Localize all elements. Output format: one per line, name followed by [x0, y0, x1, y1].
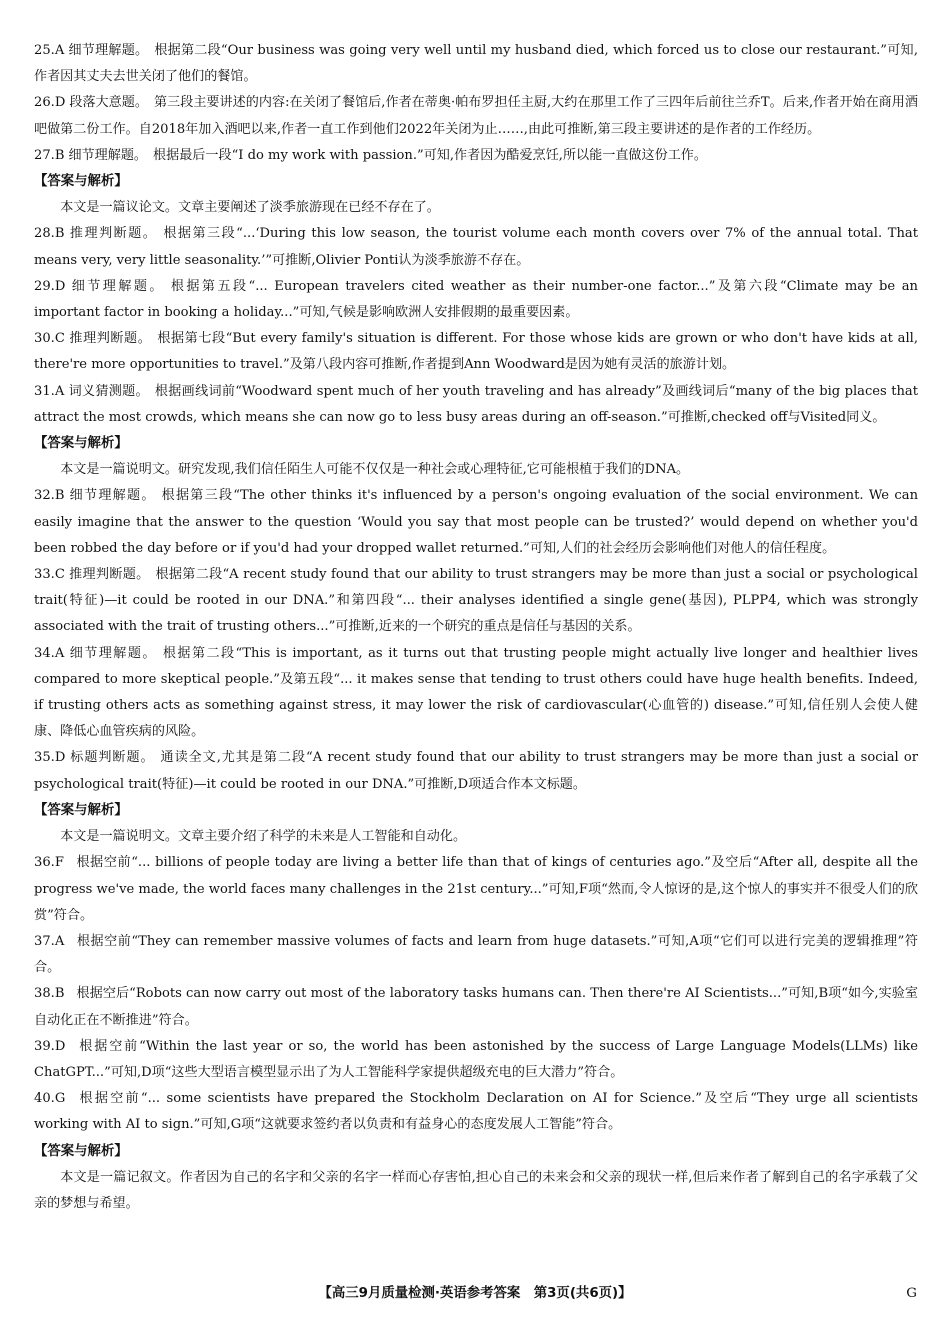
passage-summary: 本文是一篇说明文。文章主要介绍了科学的未来是人工智能和自动化。: [60, 829, 467, 845]
question-number: 29.D: [34, 278, 66, 294]
answer-explanation: 根据画线词前“Woodward spent much of her youth traveling and has already”及画线词后“many of the big places that attract the most crowds, which means she can now go to less busy areas during an off-season.”可推断,checked off与Visited同义。: [34, 383, 918, 425]
question-number: 36.F: [34, 855, 64, 871]
question-type: 细节理解题。: [68, 488, 156, 504]
question-type: 细节理解题。: [69, 278, 165, 294]
answer-item-27: [34, 143, 918, 169]
question-number: 32.B: [34, 488, 65, 504]
question-number: 27.B: [34, 147, 65, 163]
section-header: 【答案与解析】: [34, 436, 128, 452]
footer-title: 【高三9月质量检测·英语参考答案 第3页(共6页)】: [318, 1286, 632, 1301]
question-number: 37.A: [34, 933, 65, 949]
question-number: 38.B: [34, 986, 65, 1002]
question-number: 35.D: [34, 750, 66, 766]
question-number: 39.D: [34, 1038, 66, 1054]
answer-item-39: [34, 1034, 918, 1086]
question-number: 26.D: [34, 95, 66, 111]
answer-item-32: [34, 483, 918, 562]
section-header: 【答案与解析】: [34, 802, 128, 818]
question-number: 30.C: [34, 331, 65, 347]
question-number: 25.A: [34, 43, 65, 58]
passage-summary: 本文是一篇说明文。研究发现,我们信任陌生人可能不仅仅是一种社会或心理特征,它可能根植于我们的DNA。: [60, 462, 690, 478]
footer-code: G: [906, 1286, 917, 1301]
question-type: 词义猜测题。: [68, 383, 149, 399]
section-header: 【答案与解析】: [34, 1143, 128, 1159]
question-type: 推理判断题。: [68, 226, 158, 242]
answer-page: [34, 38, 918, 1217]
answer-explanation: 根据空前“They can remember massive volumes of facts and learn from huge datasets.”可知,A项“它们可以进行完美的逻辑推理”符合。: [34, 933, 918, 976]
answer-explanation: 根据空前“... billions of people today are living a better life than that of kings of centuries ago.”及空后“After all, despite all the progress we've made, the world faces many challenges in the 21st century...”可知,F项“然而,令人惊讶的是,这个惊人的事实并不很受人们的欣赏”符合。: [34, 855, 918, 923]
question-number: 31.A: [34, 383, 65, 399]
answer-item-36: [34, 850, 918, 929]
answer-explanation: 根据第七段“But every family's situation is different. For those whose kids are grown or who don't have kids at all, there're more opportunities to travel.”及第八段内容可推断,作者提到Ann Woodward是因为她有灵活的旅游计划。: [34, 331, 918, 373]
passage-summary: 本文是一篇议论文。文章主要阐述了淡季旅游现在已经不存在了。: [60, 200, 440, 216]
answer-explanation: 根据第五段“... European travelers cited weather as their number-one factor...”及第六段“Climate may be an important factor in booking a holiday...”可知,气候是影响欧洲人安排假期的最重要因素。: [34, 278, 918, 321]
question-number: 40.G: [34, 1091, 66, 1107]
answer-item-37: [34, 929, 918, 981]
question-type: 细节理解题。: [68, 645, 157, 661]
question-type: 推理判断题。: [68, 567, 150, 583]
question-type: 细节理解题。: [68, 43, 149, 58]
answer-item-35: [34, 745, 918, 797]
answer-explanation: 根据空前“... some scientists have prepared the Stockholm Declaration on AI for Science.”及空后“They urge all scientists working with AI to sign.”可知,G项“这就要求签约者以负责和有益身心的态度发展人工智能”符合。: [34, 1091, 918, 1133]
answer-item-30: [34, 326, 918, 378]
answer-explanation: 第三段主要讲述的内容:在关闭了餐馆后,作者在蒂奥·帕布罗担任主厨,大约在那里工作了三四年后前往兰乔T。后来,作者开始在商用酒吧做第二份工作。自2018年加入酒吧以来,作者一直工作到他们2022年关闭为止……,由此可推断,第三段主要讲述的是作者的工作经历。: [34, 95, 918, 137]
section-header: 【答案与解析】: [34, 174, 128, 190]
answer-item-33: [34, 562, 918, 641]
question-type: 推理判断题。: [68, 331, 152, 347]
answer-explanation: 根据第二段“This is important, as it turns out that trusting people might actually live longer and healthier lives compared to more skeptical people.”及第五段“... it makes sense that tending to trust others could have huge health benefits. Indeed, if trusting others acts as something against stress, it may lower the risk of cardiovascular(心血管的) disease.”可知,信任别人会使人健康、降低心血管疾病的风险。: [34, 645, 919, 740]
answer-item-31: [34, 379, 918, 431]
answer-explanation: 通读全文,尤其是第二段“A recent study found that our ability to trust strangers may be more than just a social or psychological trait(特征)—it could be rooted in our DNA.”可推断,D项适合作本文标题。: [34, 750, 918, 792]
answer-item-25: [34, 38, 918, 90]
question-type: 细节理解题。: [68, 147, 148, 163]
answer-item-40: [34, 1086, 918, 1138]
answer-explanation: 根据空后“Robots can now carry out most of the laboratory tasks humans can. Then there're AI Scientists...”可知,B项“如今,实验室自动化正在不断推进”符合。: [34, 986, 918, 1028]
answer-explanation: 根据第三段“The other thinks it's influenced by a person's ongoing evaluation of the social environment. We can easily imagine that the answer to the question ‘Would you say that most people can be trusted?’ would depend on whether you'd been robbed the day before or if you'd had your dropped wallet returned.”可知,人们的社会经历会影响他们对他人的信任程度。: [34, 488, 918, 556]
question-type: 标题判断题。: [69, 750, 155, 766]
question-number: 34.A: [34, 645, 65, 661]
answer-item-28: [34, 221, 918, 273]
question-number: 28.B: [34, 226, 65, 242]
question-type: 段落大意题。: [69, 95, 148, 111]
question-number: 33.C: [34, 567, 65, 583]
answer-explanation: 根据最后一段“I do my work with passion.”可知,作者因为酷爱烹饪,所以能一直做这份工作。: [153, 147, 707, 163]
answer-item-38: [34, 981, 918, 1033]
answer-explanation: 根据第三段“...‘During this low season, the tourist volume each month covers over 7% of the annual total. That means very, very little seasonality.’”可推断,Olivier Ponti认为淡季旅游不存在。: [34, 226, 919, 268]
answer-explanation: 根据第二段“Our business was going very well until my husband died, which forced us to close our restaurant.”可知,作者因其丈夫去世关闭了他们的餐馆。: [34, 43, 919, 85]
answer-item-26: [34, 90, 918, 142]
answer-explanation: 根据空前“Within the last year or so, the world has been astonished by the success of Large Language Models(LLMs) like ChatGPT...”可知,D项“这些大型语言模型显示出了为人工智能科学家提供超级充电的巨大潜力”符合。: [34, 1038, 918, 1080]
passage-summary: 本文是一篇记叙文。作者因为自己的名字和父亲的名字一样而心存害怕,担心自己的未来会和父亲的现状一样,但后来作者了解到自己的名字承载了父亲的梦想与希望。: [34, 1169, 918, 1211]
answer-item-29: [34, 274, 918, 326]
answer-item-34: [34, 641, 918, 746]
answer-explanation: 根据第二段“A recent study found that our ability to trust strangers may be more than just a social or psychological trait(特征)—it could be rooted in our DNA.”和第四段“... their analyses identified a single gene(基因), PLPP4, which was strongly associated with the trait of trusting others...”可推断,近来的一个研究的重点是信任与基因的关系。: [34, 567, 918, 635]
page-footer: [0, 1281, 950, 1307]
